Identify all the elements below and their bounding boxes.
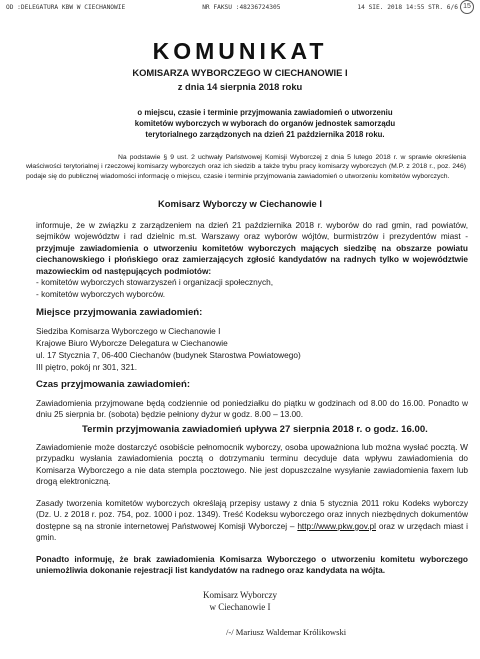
place-line: ul. 17 Stycznia 7, 06-400 Ciechanów (budynek Starostwa Powiatowego) [36, 350, 301, 360]
subject-line: o miejscu, czasie i terminie przyjmowania zawiadomień o utworzeniu komitetów wyborczych w wyborach do organów jednostek samorządu terytorialnego zarządzonych na dzień 21 października 2018 roku. [134, 108, 396, 139]
time-heading: Czas przyjmowania zawiadomień: [36, 379, 191, 390]
warning-paragraph: Ponadto informuję, że brak zawiadomienia Komisarza Wyborczego o utworzeniu komitetu wyborczego uniemożliwia dokonanie rejestracji list kandydatów na radnego oraz kandydata na wójta. [36, 554, 468, 576]
fax-number: NR FAKSU :48236724305 [202, 4, 281, 11]
place-line: Krajowe Biuro Wyborcze Delegatura w Ciechanowie [36, 338, 228, 348]
rules-paragraph [36, 498, 468, 544]
issue-date: z dnia 14 sierpnia 2018 roku [177, 81, 303, 92]
pkw-website-link[interactable]: http://www.pkw.gov.pl [297, 520, 377, 531]
fax-header [6, 4, 474, 11]
deadline-heading: Termin przyjmowania zawiadomień upływa 27 sierpnia 2018 r. o godz. 16.00. [82, 424, 428, 435]
signature-title: Komisarz Wyborczy [202, 590, 278, 600]
document-title: KOMUNIKAT [152, 38, 328, 64]
informs-paragraph [36, 220, 468, 277]
place-line: Siedziba Komisarza Wyborczego w Ciechanowie I [36, 326, 221, 336]
time-paragraph: Zawiadomienia przyjmowane będą codziennie od poniedziałku do piątku w godzinach od 8.00 do 16.00. Ponadto w dniu 25 sierpnia br. (sobota) będzie pełniony dyżur w godz. 8.00 – 13.00. [36, 398, 468, 420]
rules-text: Zasady tworzenia komitetów wyborczych określają przepisy ustawy z dnia 5 stycznia 2011 roku Kodeks wyborczy (Dz. U. z 2018 r. poz. 754, poz. 1000 i poz. 1349). Treść Kodeksu wyborczego oraz innych niezbędnych dokumentów dostępne są na stronie internetowej Państwowej Komisji Wyborczej – [36, 498, 468, 531]
rules-tail: oraz w urzędach miast i gmin. [36, 520, 468, 543]
legal-basis-paragraph: Na podstawie § 9 ust. 2 uchwały Państwowej Komisji Wyborczej z dnia 5 lutego 2018 r. w sprawie określenia właściwości terytorialnej i rzeczowej komisarzy wyborczych oraz ich siedzib a także trybu pracy komisarzy wyborczych (M.P. z 2018 r., poz. 246) podaje się do publicznej wiadomości informację o miejscu, czasie i terminie przyjmowania zawiadomień o utworzeniu komitetów wyborczych. [26, 154, 466, 180]
authority-heading: Komisarz Wyborczy w Ciechanowie I [158, 198, 322, 209]
signature-location: w Ciechanowie I [209, 602, 271, 612]
fax-date-page: 14 SIE. 2018 14:55 STR. 6/6 [357, 4, 458, 11]
page-number-stamp: 15 [460, 0, 474, 14]
signature-name: /-/ Mariusz Waldemar Królikowski [226, 627, 347, 637]
fax-sender: OD :DELEGATURA KBW W CIECHANOWIE [6, 4, 126, 11]
issuer-heading: KOMISARZA WYBORCZEGO W CIECHANOWIE I [132, 67, 348, 78]
place-heading: Miejsce przyjmowania zawiadomień: [36, 307, 203, 318]
committee-type-item: - komitetów wyborczych stowarzyszeń i organizacji społecznych, [36, 277, 274, 287]
place-line: III piętro, pokój nr 301, 321. [36, 362, 138, 372]
committee-type-item: - komitetów wyborczych wyborców. [36, 289, 166, 299]
informs-text: informuje, że w związku z zarządzeniem na dzień 21 października 2018 r. wyborów do rad gmin, rad powiatów, sejmików województw i rad dzielnic m.st. Warszawy oraz wyborów wójtów, burmistrzów i prezydentów miast - [36, 220, 468, 242]
delivery-paragraph: Zawiadomienie może dostarczyć osobiście pełnomocnik wyborczy, osoba upoważniona lub można wysłać pocztą. W przypadku wysłania zawiadomienia pocztą o dotrzymaniu terminu decyduje data wpływu zawiadomienia do Komisarza Wyborczego a nie data stempla pocztowego. Nie jest dopuszczalne wysyłanie zawiadomienia faxem lub drogą elektroniczną. [36, 442, 468, 487]
informs-bold-text: przyjmuje zawiadomienia o utworzeniu komitetów wyborczych mających siedzibę na obszarze powiatu ciechanowskiego i płońskiego oraz zamierzających zgłosić kandydatów na radnych tylko w województwie mazowieckim od następujących podmiotów: [36, 242, 468, 276]
